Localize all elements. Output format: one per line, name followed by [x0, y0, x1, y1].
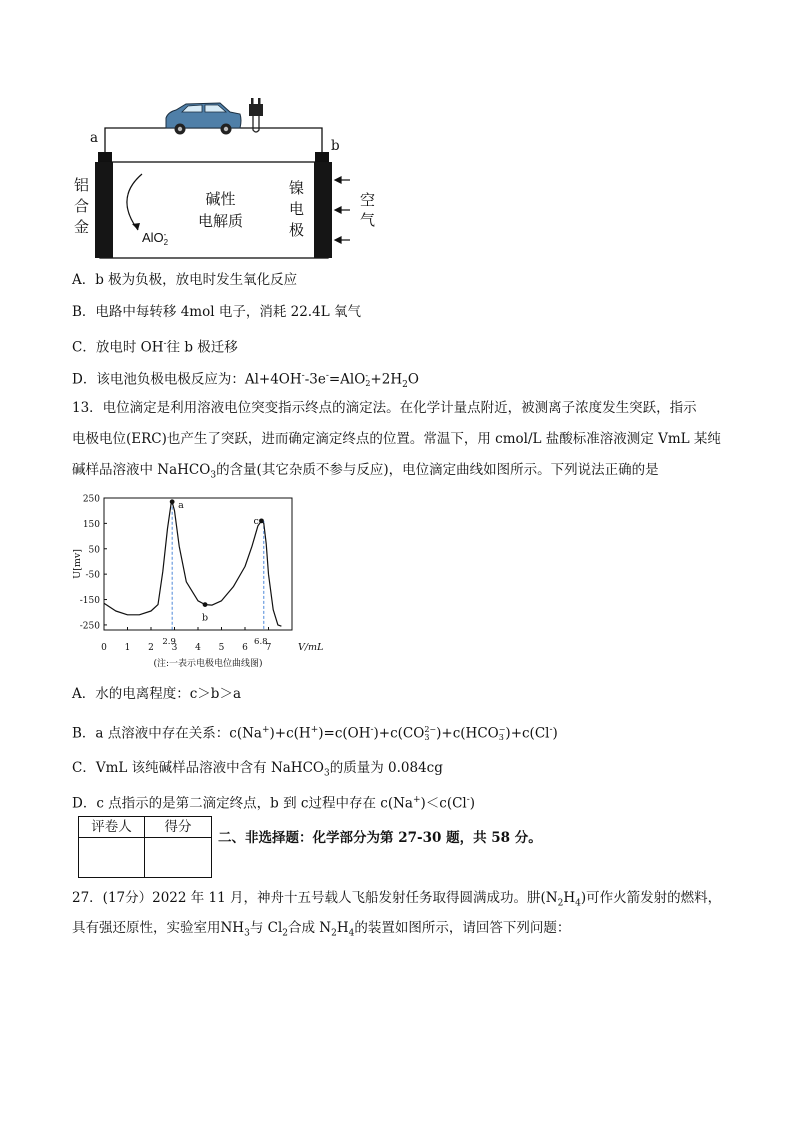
x-tick-extra-label: 2.9	[162, 637, 176, 647]
option-text: 往 b 极迁移	[166, 339, 238, 356]
air-char: 气	[360, 211, 376, 229]
superscript: −	[498, 725, 506, 734]
superscript: -	[325, 371, 329, 381]
subscript: 4	[348, 928, 355, 939]
option-letter: B．	[72, 725, 96, 742]
external-wire	[105, 128, 322, 158]
y-tick-label: 50	[88, 545, 100, 556]
x-tick-label: 6	[242, 643, 248, 653]
option-text: )=c(OH	[318, 725, 371, 742]
x-tick-label: 7	[265, 643, 272, 653]
left-electrode-char: 金	[74, 218, 90, 236]
ion-base: AlO	[142, 230, 164, 245]
q27-text: H	[336, 920, 349, 936]
left-electrode-char: 合	[74, 197, 90, 215]
point-label: c	[253, 515, 259, 527]
subscript: 3	[323, 768, 330, 779]
air-arrows-icon	[335, 177, 350, 243]
option-text: +2H	[370, 371, 403, 388]
plug-icon	[249, 98, 263, 132]
ion-arrow	[127, 174, 142, 230]
data-point	[259, 518, 264, 523]
x-tick-label: 1	[124, 643, 131, 653]
option-text: b 极为负极，放电时发生氧化反应	[95, 272, 298, 288]
superscript: -	[301, 371, 305, 381]
x-tick-extra-label: 6.8	[254, 637, 268, 647]
option-text: a 点溶液中存在关系：c(Na	[95, 725, 262, 742]
subscript: 3	[424, 733, 430, 742]
q13-line1: 13．电位滴定是利用溶液电位突变指示终点的滴定法。在化学计量点附近，被测离子浓度发生突跃，指示	[72, 400, 697, 416]
y-tick-label: 150	[82, 519, 100, 530]
data-point	[170, 499, 175, 504]
q13-option-d	[72, 790, 475, 814]
option-text: 水的电离程度：c＞b＞a	[95, 686, 242, 702]
option-text: 的质量为 0.084cg	[329, 760, 443, 776]
plot-frame	[104, 498, 292, 630]
option-text: 放电时 OH	[95, 339, 164, 356]
option-letter: A．	[72, 272, 96, 288]
y-axis-label: U[mv]	[72, 549, 83, 579]
subscript: 3	[498, 733, 504, 742]
subscript: 4	[575, 898, 581, 909]
superscript: +	[412, 795, 421, 805]
y-tick-label: 250	[82, 494, 100, 505]
left-electrode-char: 铝	[74, 176, 90, 194]
subscript: 2	[402, 380, 408, 391]
subscript: 2	[365, 379, 371, 388]
ion-arrow-head	[132, 223, 140, 230]
x-tick-label: 2	[148, 643, 154, 653]
option-text: -3e	[304, 371, 326, 388]
option-letter: A．	[72, 686, 96, 702]
superscript: -	[365, 371, 369, 380]
x-axis-label: V/mL	[298, 642, 324, 653]
option-letter: D．	[72, 371, 97, 388]
grader-label: 评卷人	[91, 819, 132, 835]
q27-text: 与 Cl	[249, 920, 283, 936]
electrolyte-label	[198, 188, 243, 232]
q27-line1	[72, 888, 721, 914]
q13-text: 的含量(其它杂质不参与反应)，电位滴定曲线如图所示。下列说法正确的是	[216, 462, 659, 478]
score-table-header-score	[144, 816, 212, 838]
y-tick-label: -50	[85, 570, 100, 581]
chart-caption: (注:一表示电极电位曲线图)	[153, 659, 263, 669]
superscript: 2−	[424, 725, 437, 734]
score-table	[78, 816, 212, 878]
option-text: O	[407, 371, 419, 388]
subscript: 3	[244, 928, 250, 939]
q13-line3	[72, 460, 659, 486]
q12-option-b	[72, 302, 361, 322]
superscript: -	[370, 725, 374, 735]
q12-option-c	[72, 334, 238, 358]
score-table-grader-cell[interactable]	[78, 837, 145, 878]
point-label: a	[178, 499, 184, 511]
score-table-score-cell[interactable]	[144, 837, 212, 878]
superscript: +	[310, 725, 319, 735]
option-text: )	[469, 795, 476, 812]
ion-sub: 2	[163, 237, 169, 247]
y-tick-label: -250	[79, 621, 100, 632]
data-point	[203, 602, 208, 607]
air-label	[360, 190, 376, 230]
y-tick-label: -150	[79, 596, 100, 607]
label-a: a	[90, 130, 99, 146]
q27-text: H	[563, 890, 576, 906]
point-label: b	[202, 612, 209, 624]
right-electrode-char: 镍	[289, 179, 305, 197]
option-text: )+c(Cl	[505, 725, 550, 742]
q27-text: 合成 N	[288, 920, 332, 936]
titration-chart	[70, 488, 330, 676]
q27-text: )可作火箭发射的燃料，	[580, 890, 722, 906]
subscript: 3	[210, 470, 217, 481]
option-text: =AlO	[328, 371, 366, 388]
titration-chart-svg	[70, 488, 330, 676]
option-text: )+c(H	[269, 725, 311, 742]
ion-sup: -	[163, 229, 167, 239]
superscript: -	[549, 725, 553, 735]
x-tick-label: 5	[218, 643, 225, 653]
section-heading: 二、非选择题：化学部分为第 27-30 题，共 58 分。	[218, 830, 542, 846]
aluminum-electrode	[95, 162, 113, 258]
q13-line2: 电极电位(ERC)也产生了突跃，进而确定滴定终点的位置。常温下，用 cmol/L 盐酸标准溶液测定 VmL 某纯	[72, 431, 721, 447]
battery-svg	[70, 90, 400, 265]
option-text: )	[552, 725, 558, 742]
q27-text: 27．(17分）2022 年 11 月，神舟十五号载人飞船发射任务取得圆满成功。肼(N	[72, 890, 558, 906]
option-text: 该电池负极电极反应为：Al+4OH	[96, 371, 302, 388]
option-text: )+c(CO	[373, 725, 425, 742]
q27-text: 具有强还原性，实验室用NH	[72, 920, 245, 936]
option-letter: C．	[72, 339, 96, 356]
q12-option-a	[72, 270, 297, 290]
x-tick-label: 3	[171, 643, 178, 653]
option-text: )＜c(Cl	[420, 795, 467, 812]
q13-option-b	[72, 720, 558, 744]
x-tick-label: 4	[195, 643, 201, 653]
option-letter: C．	[72, 760, 96, 776]
q13-option-c	[72, 758, 443, 784]
battery-diagram	[70, 90, 400, 265]
right-electrode-label	[289, 178, 305, 241]
electrolyte-line1: 碱性	[205, 190, 236, 208]
electrolyte-line2: 电解质	[198, 212, 244, 230]
q13-option-a	[72, 684, 241, 704]
option-text: c 点指示的是第二滴定终点，b 到 c过程中存在 c(Na	[96, 795, 413, 812]
left-electrode-label	[74, 175, 90, 238]
option-text: VmL 该纯碱样品溶液中含有 NaHCO	[95, 760, 324, 776]
superscript: -	[466, 795, 470, 805]
superscript: +	[261, 725, 270, 735]
nickel-electrode	[314, 162, 332, 258]
superscript: -	[163, 339, 167, 349]
option-text: )+c(HCO	[436, 725, 499, 742]
q12-option-d	[72, 366, 419, 395]
q13-text: 碱样品溶液中 NaHCO	[72, 462, 211, 478]
label-b: b	[331, 138, 340, 154]
q27-text: 的装置如图所示，请回答下列问题：	[354, 920, 571, 936]
subscript: 2	[282, 928, 289, 939]
score-table-header-grader	[78, 816, 145, 838]
subscript: 2	[557, 898, 564, 909]
car-icon	[166, 103, 241, 135]
option-letter: D．	[72, 795, 97, 812]
x-tick-label: 0	[101, 643, 107, 653]
score-label: 得分	[164, 819, 192, 835]
ion-label	[142, 230, 168, 247]
right-electrode-char: 电	[289, 200, 305, 218]
option-text: 电路中每转移 4mol 电子，消耗 22.4L 氧气	[95, 304, 361, 320]
air-char: 空	[360, 191, 376, 209]
option-letter: B．	[72, 304, 96, 320]
q27-line2	[72, 918, 570, 944]
right-electrode-char: 极	[289, 221, 305, 239]
subscript: 2	[331, 928, 337, 939]
